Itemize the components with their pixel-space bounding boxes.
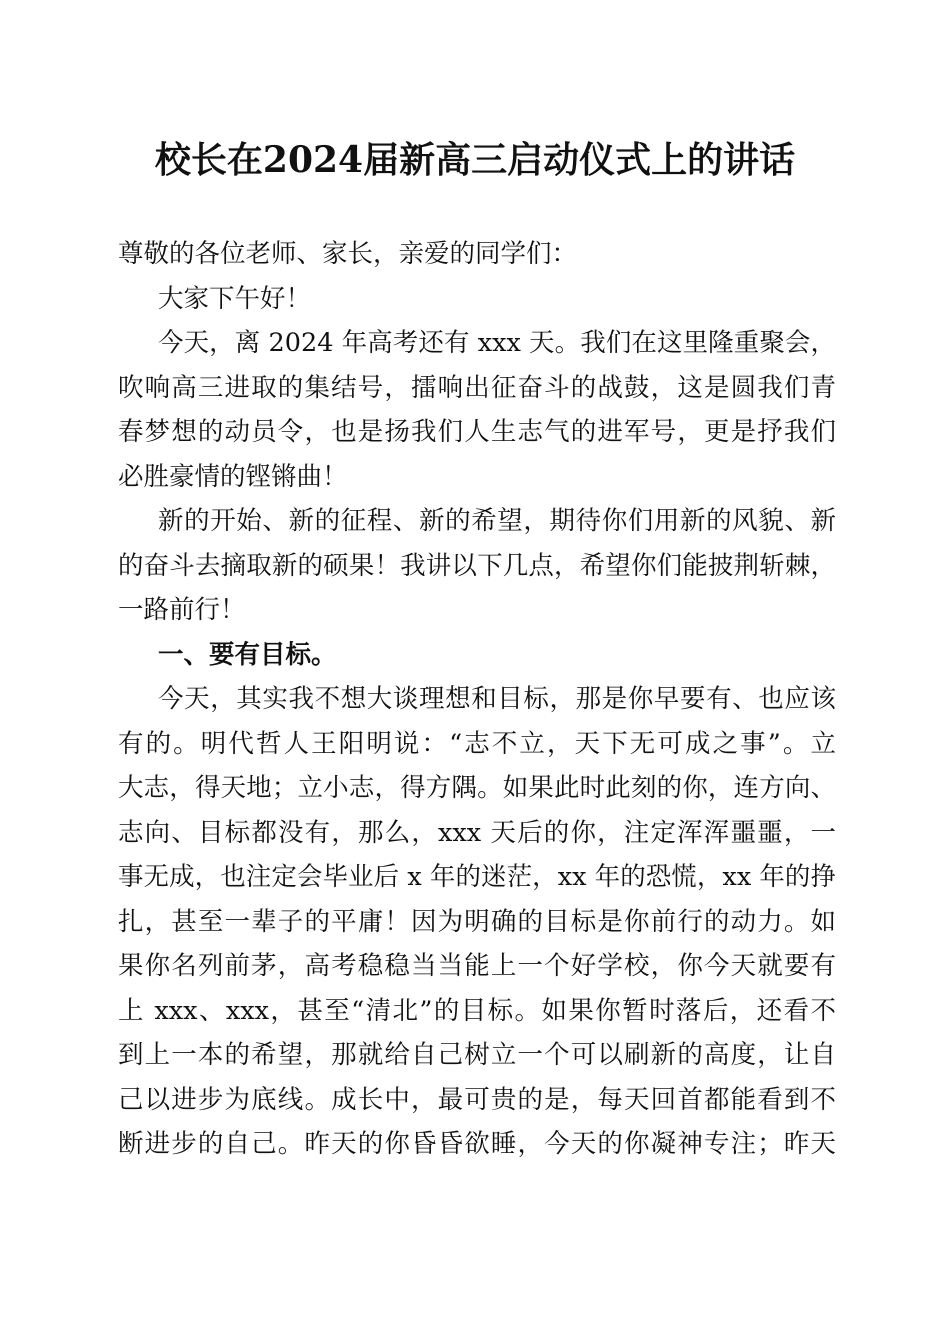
salutation: 尊敬的各位老师、家长，亲爱的同学们： (118, 239, 578, 269)
paragraph-line: 果你名列前茅，高考稳稳当当能上一个好学校，你今天就要有 (118, 951, 836, 981)
greeting: 大家下午好！ (158, 283, 312, 314)
paragraph-line: 一路前行！ (118, 595, 246, 625)
paragraph-line: 今天，离 2024 年高考还有 xxx 天。我们在这里隆重聚会， (158, 328, 836, 358)
paragraph-line: 的奋斗去摘取新的硕果！我讲以下几点，希望你们能披荆斩棘， (118, 550, 836, 581)
paragraph-line: 事无成，也注定会毕业后 x 年的迷茫，xx 年的恐慌，xx 年的挣 (118, 862, 836, 892)
paragraph-2 (118, 499, 836, 633)
paragraph-1 (118, 321, 836, 499)
paragraph-line: 春梦想的动员令，也是扬我们人生志气的进军号，更是抒我们 (118, 417, 836, 447)
paragraph-line: 新的开始、新的征程、新的希望，期待你们用新的风貌、新 (158, 506, 836, 536)
paragraph-line: 大志，得天地；立小志，得方隅。如果此时此刻的你，连方向、 (118, 773, 836, 803)
paragraph-line: 到上一本的希望，那就给自己树立一个可以刷新的高度，让自 (118, 1040, 836, 1070)
paragraph-line: 今天，其实我不想大谈理想和目标，那是你早要有、也应该 (158, 684, 836, 714)
document-body (118, 232, 836, 1167)
paragraph-line: 己以进步为底线。成长中，最可贵的是，每天回首都能看到不 (118, 1084, 836, 1115)
paragraph-line: 断进步的自己。昨天的你昏昏欲睡，今天的你凝神专注；昨天 (118, 1129, 836, 1159)
paragraph-line: 扎，甚至一辈子的平庸！因为明确的目标是你前行的动力。如 (118, 906, 836, 937)
paragraph-line: 吹响高三进取的集结号，擂响出征奋斗的战鼓，这是圆我们青 (118, 372, 836, 403)
paragraph-line: 必胜豪情的铿锵曲！ (118, 461, 348, 492)
paragraph-line: 志向、目标都没有，那么，xxx 天后的你，注定浑浑噩噩，一 (118, 817, 836, 848)
section-heading: 一、要有目标。 (158, 639, 337, 670)
paragraph-line: 有的。明代哲人王阳明说：“志不立，天下无可成之事”。立 (118, 728, 836, 759)
document-title: 校长在2024届新高三启动仪式上的讲话 (154, 139, 796, 181)
paragraph-line: 上 xxx、xxx，甚至“清北”的目标。如果你暂时落后，还看不 (118, 995, 836, 1026)
section-paragraph (118, 677, 836, 1167)
